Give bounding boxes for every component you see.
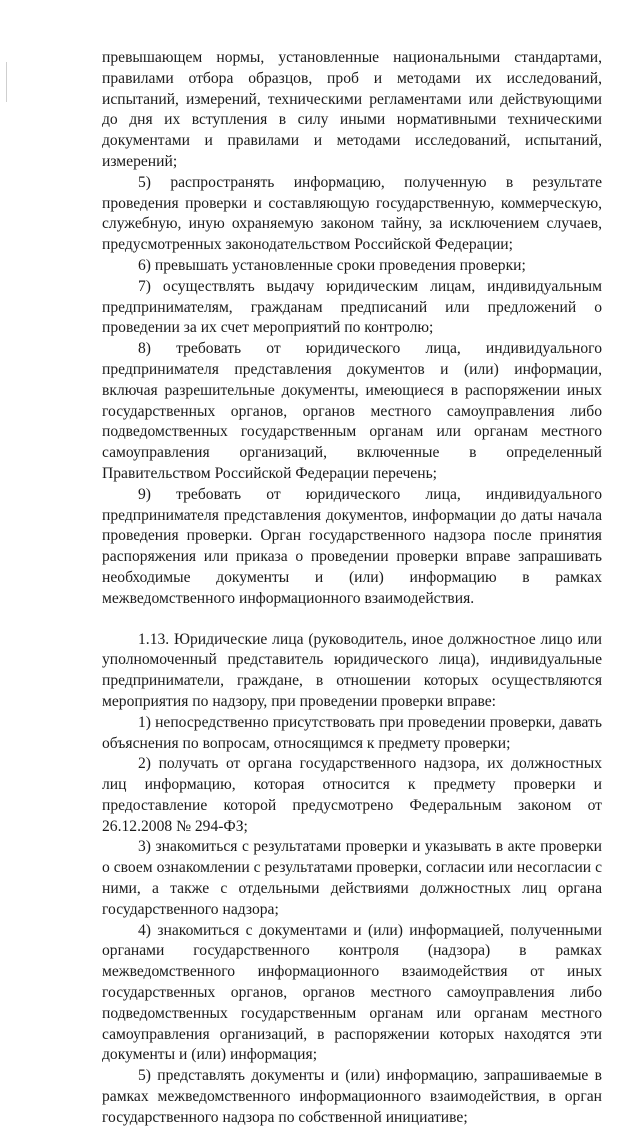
section-1-13-heading-paragraph: 1.13. Юридические лица (руководитель, иное должностное лицо или уполномоченный представитель юридического лица), индивидуальные предприниматели, граждане, в отношении которых осуществляются мероприятия по надзору, при проведении проверки вправе: [102,630,602,710]
paragraph-item-9: 9) требовать от юридического лица, индивидуального предпринимателя представления документов, информации до даты начала проведения проверки. Орган государственного надзора после принятия распоряжения или приказа о проведении проверки вправе запрашивать необходимые документы и (или) информацию в рамках межведомственного информационного взаимодействия. [102,485,602,607]
paragraph-item-6: 6) превышать установленные сроки проведения проверки; [138,256,526,274]
document-body [102,48,602,1129]
paragraph-right-5: 5) представлять документы и (или) информацию, запрашиваемые в рамках межведомственного информационного взаимодействия, в орган государственного надзора по собственной инициативе; [102,1067,602,1126]
paragraph-item-7: 7) осуществлять выдачу юридическим лицам, индивидуальным предпринимателям, гражданам предписаний или предложений о проведении за их счет мероприятий по контролю; [102,277,602,337]
paragraph-item-8: 8) требовать от юридического лица, индивидуального предпринимателя представления документов и (или) информации, включая разрешительные документы, имеющиеся в распоряжении иных государственных органов, органов местного самоуправления либо подведомственных государственным органам или органам местного самоуправления организаций, включенные в определенный Правительством Российской Федерации перечень; [102,340,602,482]
paragraph-item-5: 5) распространять информацию, полученную в результате проведения проверки и составляющую государственную, коммерческую, служебную, иную охраняемую законом тайну, за исключением случаев, предусмотренных законодательством Российской Федерации; [102,173,602,254]
paragraph-right-2: 2) получать от органа государственного надзора, их должностных лиц информацию, которая относится к предмету проверки и предоставление которой предусмотрено Федеральным законом от 26.12.2008 № 294-ФЗ; [102,755,602,835]
paragraph-continuation: превышающем нормы, установленные национальными стандартами, правилами отбора образцов, проб и методами их исследований, испытаний, измерений, техническими регламентами или действующими до дня их вступления в силу иными нормативными техническими документами и правилами и методами исследований, испытаний, измерений; [102,49,602,170]
paragraph-right-1: 1) непосредственно присутствовать при проведении проверки, давать объяснения по вопросам, относящимся к предмету проверки; [102,713,602,752]
scan-margin-mark [6,62,7,102]
paragraph-right-4: 4) знакомиться с документами и (или) информацией, полученными органами государственного контроля (надзора) в рамках межведомственного информационного взаимодействия от иных государственных органов, органов местного самоуправления либо подведомственных государственным органам или органам местного самоуправления организаций, в распоряжении которых находятся эти документы и (или) информация; [102,921,602,1064]
paragraph-right-3: 3) знакомиться с результатами проверки и указывать в акте проверки о своем ознакомлении с результатами проверки, согласии или несогласии с ними, а также с отдельными действиями должностных лиц органа государственного надзора; [102,838,602,918]
